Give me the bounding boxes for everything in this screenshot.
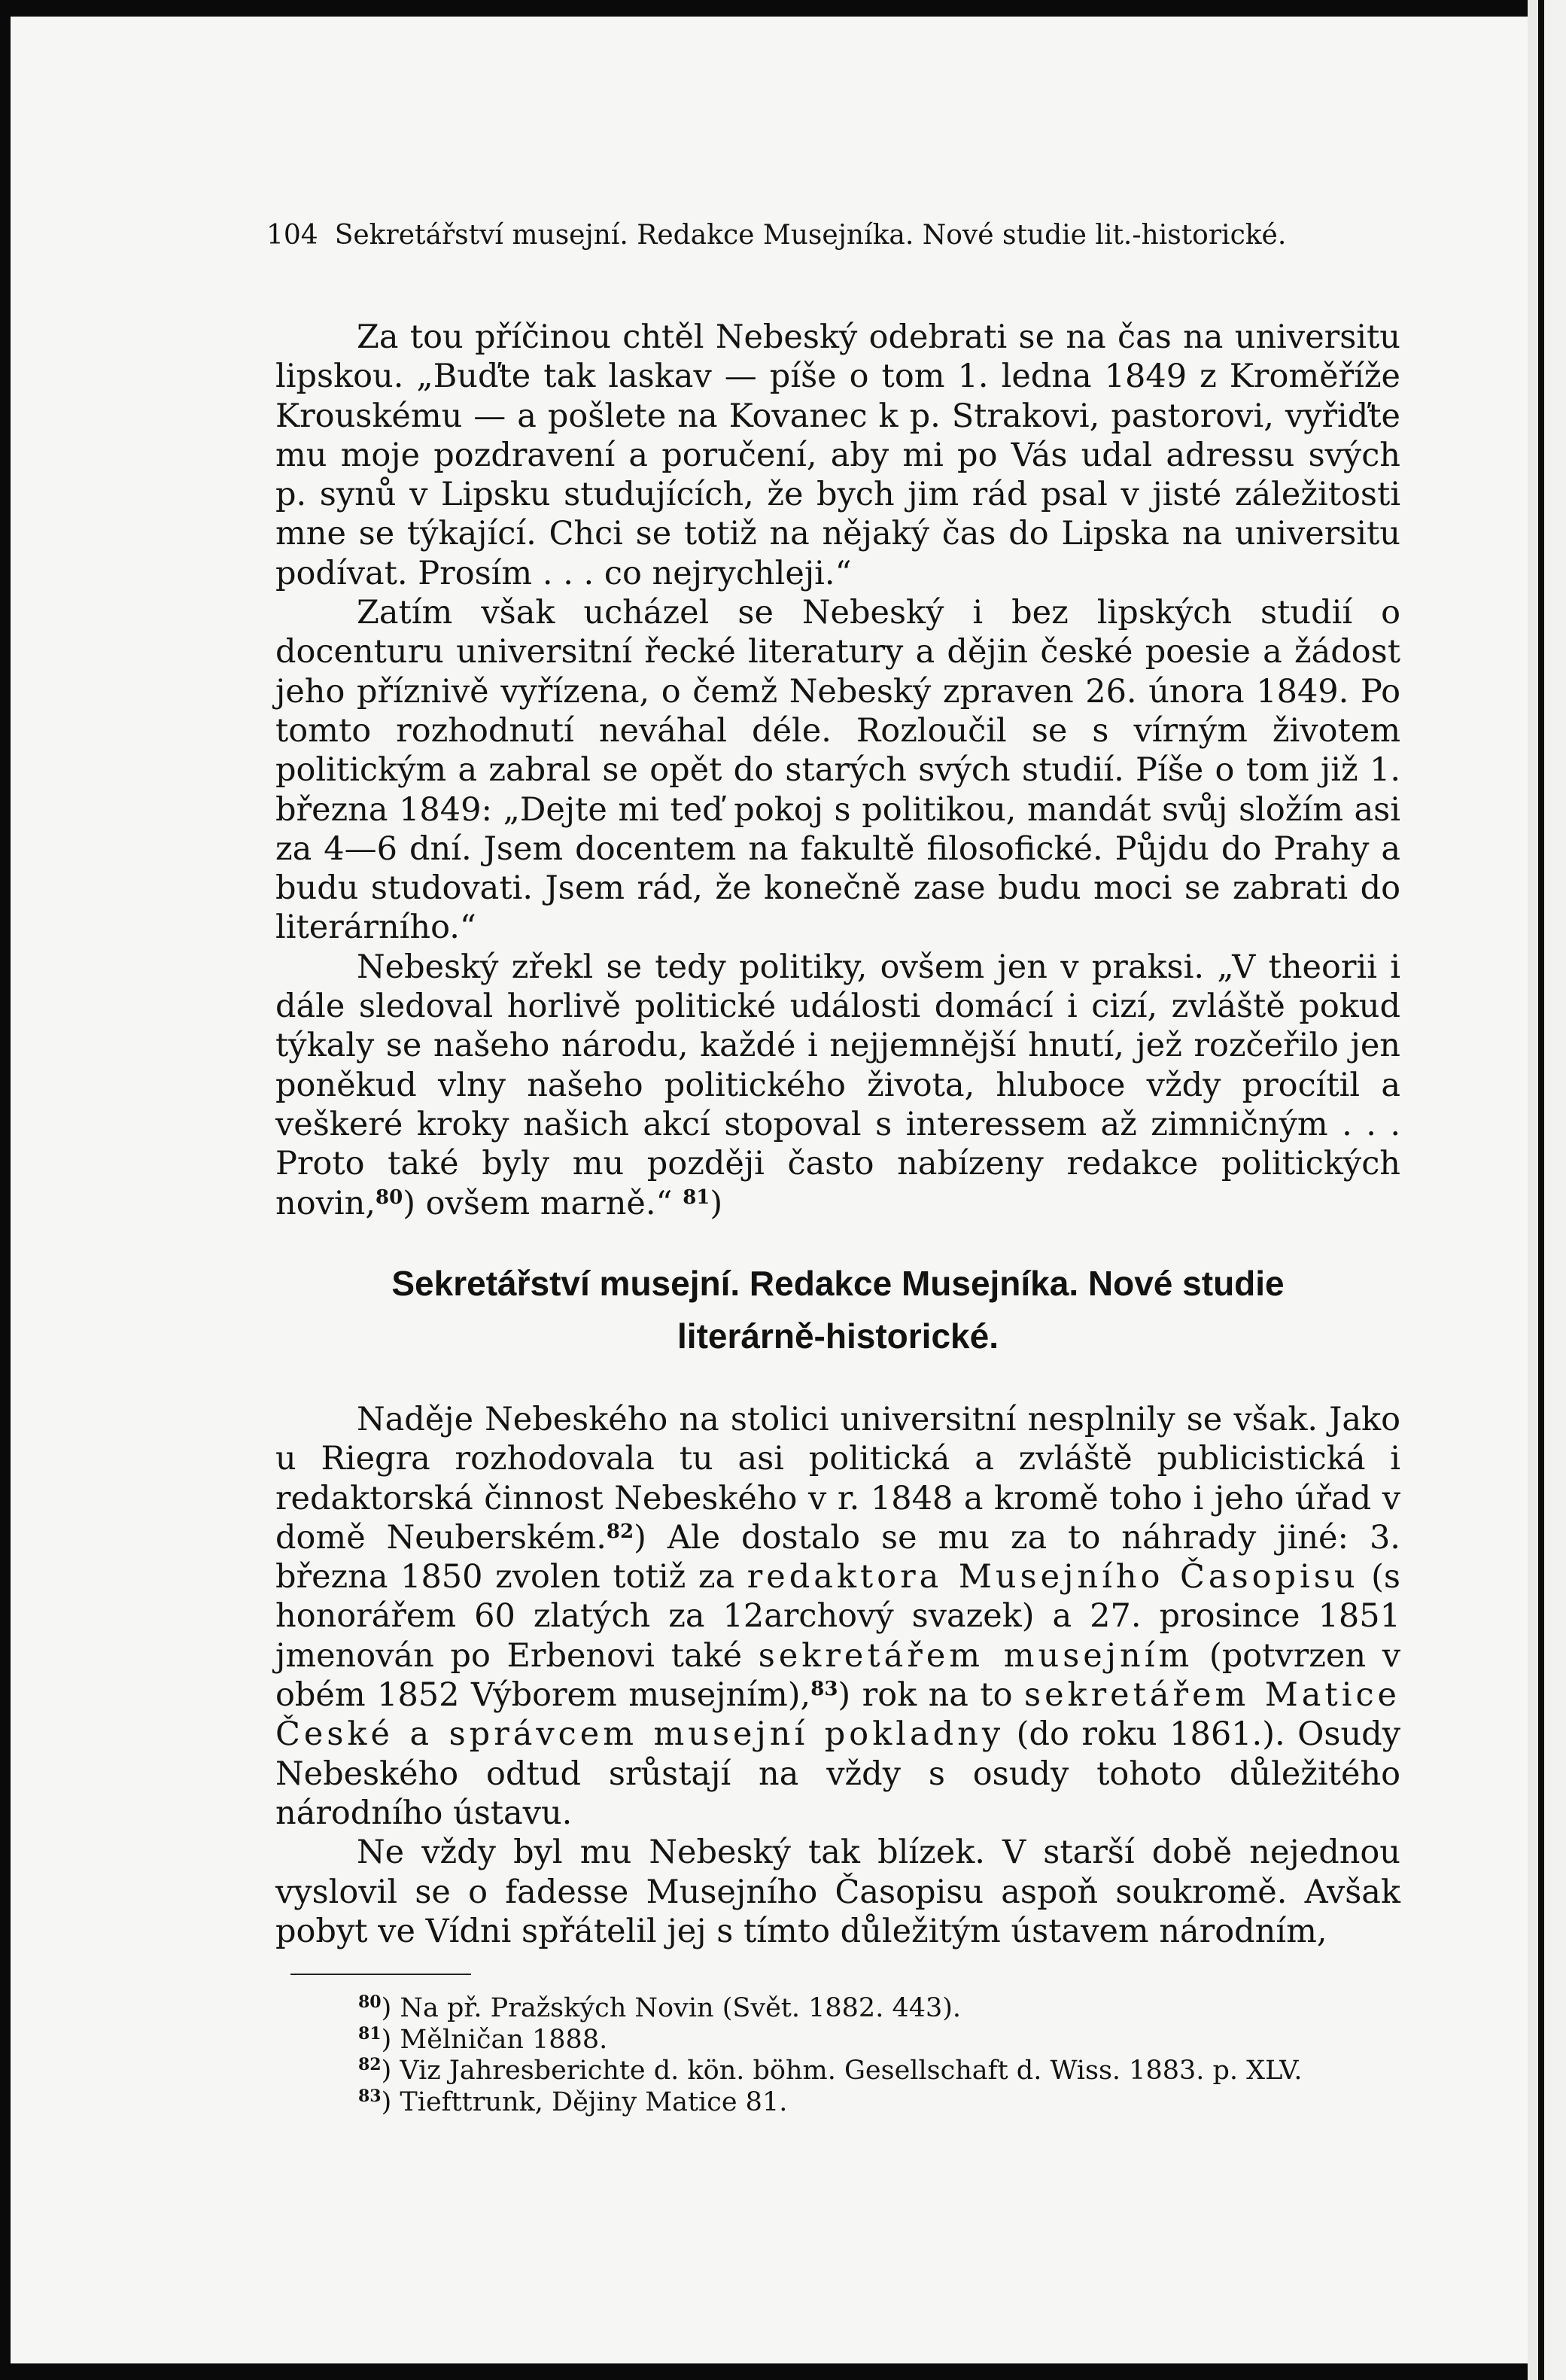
- paragraph-text: (s honorářem 60 zlatých za 12archový svazek) a 27. prosince 1851 jmenován po Erbenovi také: [275, 1558, 1400, 1675]
- footnote-text: ) Na př. Pražských Novin (Svět. 1882. 443).: [381, 1993, 962, 2023]
- chapter-heading: [275, 1257, 1400, 1362]
- paragraph: Ne vždy byl mu Nebeský tak blízek. V starší době nejednou vyslovil se o fadesse Musejního Časopisu aspoň soukromě. Avšak pobyt ve Vídni spřátelil jej s tímto důležitým ústavem národním,: [275, 1834, 1400, 1950]
- footnote: [358, 2087, 1412, 2119]
- paragraph-text: Naděje Nebeského na stolici universitní nesplnily se však. Jako u Riegra rozhodovala tu asi politická a zvláště publicistická i redaktorská činnost Nebeského v r. 1848 a kromě toho i jeho úřad v domě Neuberském.: [275, 1401, 1400, 1557]
- heading-line: literárně-historické.: [677, 1316, 999, 1356]
- footnotes: [358, 1993, 1412, 2118]
- scan-edge: [1528, 0, 1566, 2380]
- paragraph-text: (do roku 1861.). Osudy Nebeského odtud srůstají na vždy s osudy tohoto důležitého národního ústavu.: [275, 1715, 1400, 1832]
- footnote: [358, 1993, 1412, 2025]
- footnote-number: 80: [358, 1992, 382, 2012]
- paragraph: Za tou příčinou chtěl Nebeský odebrati se na čas na universitu lipskou. „Buďte tak laskav — píše o tom 1. ledna 1849 z Kroměříže Krouskému — a pošlete na Kovanec k p. Strakovi, pastorovi, vyřiďte mu moje pozdravení a poručení, aby mi po Vás udal adressu svých p. synů v Lipsku studujících, že bych jim rád psal v jisté záležitosti mne se týkající. Chci se totiž na nějaký čas do Lipska na universitu podívat. Prosím . . . co nejrychleji.“: [275, 318, 1400, 592]
- footnote-ref: 80: [376, 1185, 403, 1209]
- footnote: [358, 2056, 1412, 2087]
- spaced-text: redaktora Musejního Časopisu: [747, 1558, 1359, 1596]
- footnote-ref: 83: [810, 1678, 838, 1701]
- spaced-text: sekretářem Matice České a správcem musejní pokladny: [275, 1676, 1400, 1754]
- footnote: [358, 2025, 1412, 2056]
- paragraph-text: ) Ale dostalo se mu za to náhrady jiné: 3. března 1850 zvolen totiž za: [275, 1518, 1400, 1596]
- footnote-text: ) Tiefttrunk, Dějiny Matice 81.: [381, 2086, 788, 2117]
- footnote-divider: [290, 1974, 471, 1975]
- page-number: 104: [266, 220, 318, 251]
- paragraph: [275, 948, 1400, 1223]
- book-page: [11, 17, 1528, 2363]
- paragraph-text: ) rok na to: [838, 1676, 1025, 1715]
- heading-line: Sekretářství musejní. Redakce Musejníka. Nové studie: [391, 1264, 1285, 1303]
- footnote-number: 81: [358, 2023, 382, 2044]
- section-1-text: [275, 318, 1400, 1223]
- footnote-ref: 81: [683, 1185, 710, 1209]
- paragraph-text: Nebeský zřekl se tedy politiky, ovšem jen v praksi. „V theorii i dále sledoval horlivě politické události domácí i cizí, zvláště pokud týkaly se našeho národu, každé i nejjemnější hnutí, jež rozčeřilo jen poněkud vlny našeho politického života, hluboce vždy procítil a veškeré kroky našich akcí stopoval s interessem až zimničným . . . Proto také byly mu později často nabízeny redakce politických novin,: [275, 948, 1400, 1222]
- footnote-number: 82: [358, 2055, 382, 2074]
- footnote-text: ) Mělničan 1888.: [381, 2024, 608, 2055]
- footnote-text: ) Viz Jahresberichte d. kön. böhm. Gesellschaft d. Wiss. 1883. p. XLV.: [381, 2056, 1303, 2086]
- paragraph-text: (potvrzen v obém 1852 Výborem musejním),: [275, 1636, 1400, 1715]
- paragraph: Zatím však ucházel se Nebeský i bez lipských studií o docenturu universitní řecké literatury a dějin české poesie a žádost jeho příznivě vyřízena, o čemž Nebeský zpraven 26. února 1849. Po tomto rozhodnutí neváhal déle. Rozloučil se s vírným životem politickým a zabral se opět do starých svých studií. Píše o tom již 1. března 1849: „Dejte mi teď pokoj s politikou, mandát svůj složím asi za 4—6 dní. Jsem docentem na fakultě filosofické. Půjdu do Prahy a budu studovati. Jsem rád, že konečně zase budu moci se zabrati do literárního.“: [275, 594, 1400, 947]
- spaced-text: sekretářem musejním: [758, 1636, 1194, 1675]
- paragraph-text: ) ovšem marně.“: [403, 1184, 683, 1222]
- running-header: [266, 220, 1395, 251]
- section-2-text: [275, 1400, 1400, 1951]
- footnote-ref: 82: [606, 1520, 634, 1543]
- running-title: Sekretářství musejní. Redakce Musejníka. Nové studie lit.-historické.: [334, 220, 1287, 251]
- paragraph: [275, 1400, 1400, 1833]
- paragraph-text: ): [710, 1184, 723, 1222]
- footnote-number: 83: [358, 2086, 382, 2106]
